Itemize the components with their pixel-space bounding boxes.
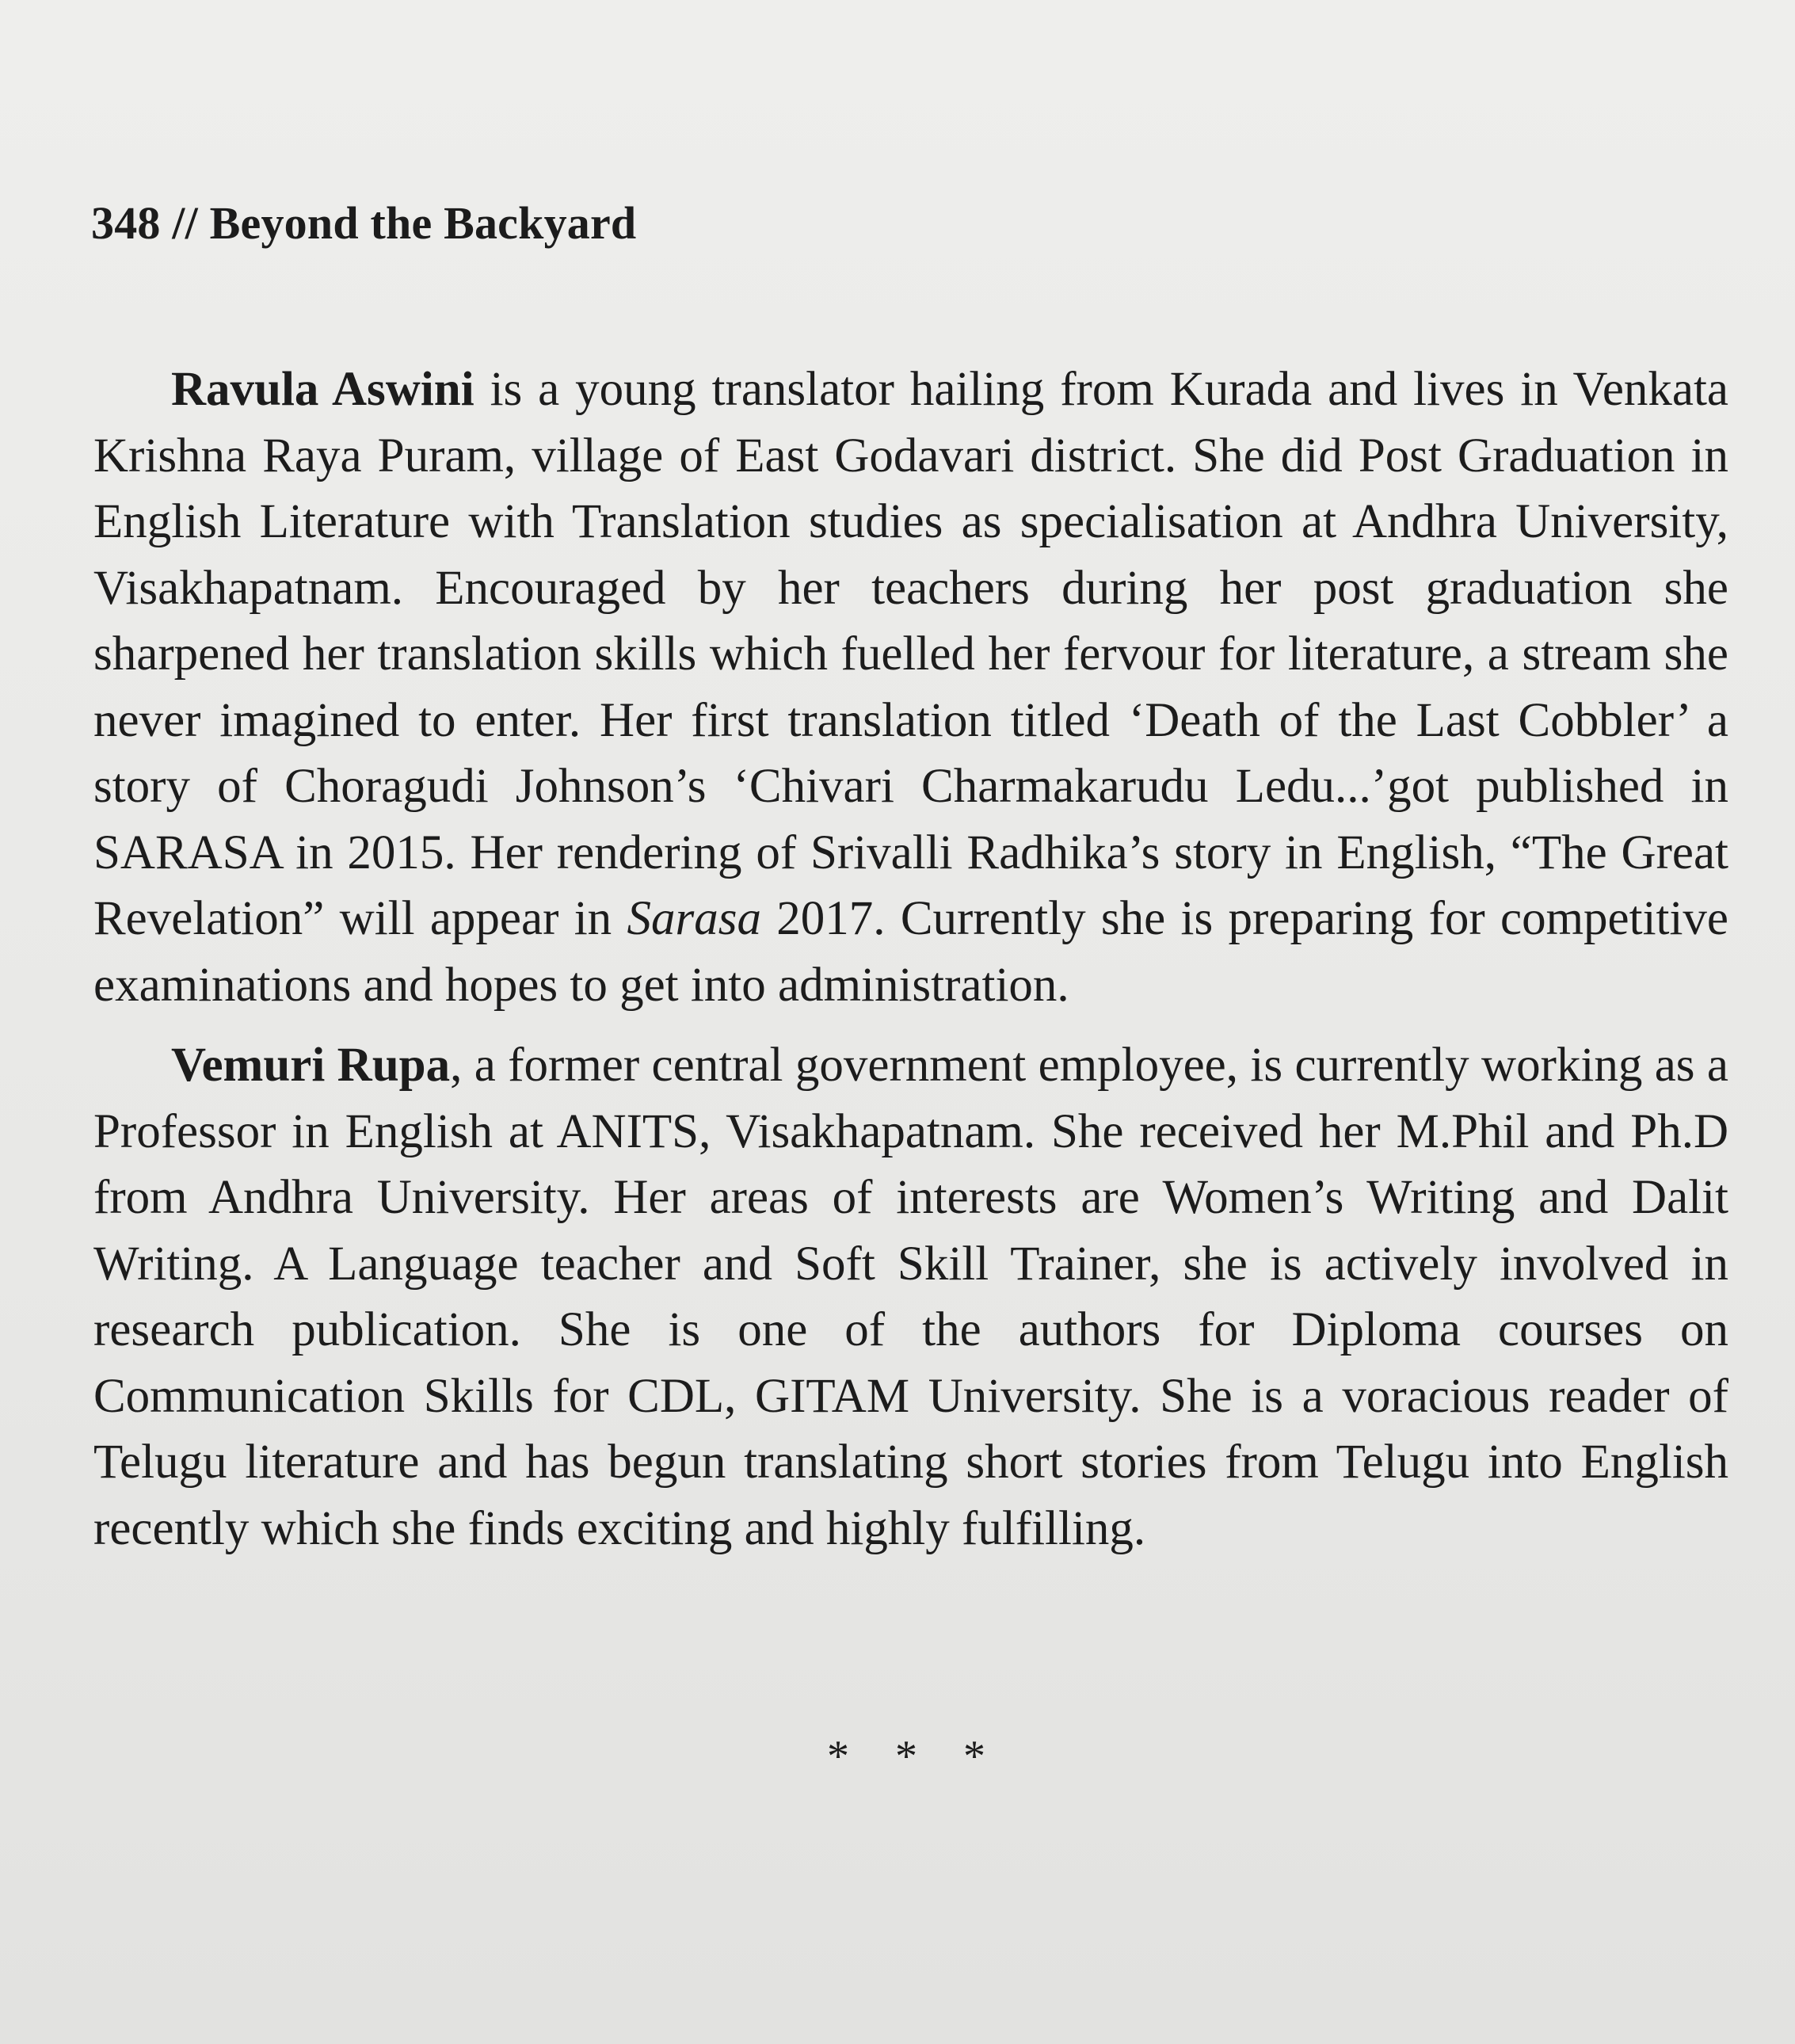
running-head: 348 // Beyond the Backyard [91,197,637,249]
bio-text: , a former central government employee, is currently working as a Professor in English at ANITS, Visakhapatnam. She received her M.Phil and Ph.D from Andhra University. Her areas of interests are Women’s Writing and Dalit Writing. A Language teacher and Soft Skill Trainer, she is actively involved in research publication. She is one of the authors for Diploma courses on Communication Skills for CDL, GITAM University. She is a voracious reader of Telugu literature and has begun translating short stories from Telugu into English recently which she finds exciting and highly fulfilling. [93,1039,1728,1555]
bio-name: Vemuri Rupa [171,1039,451,1092]
bio-italic-title: Sarasa [627,892,761,945]
contributor-bios [93,357,1728,1562]
section-separator: * * * [827,1732,1003,1781]
bio-text-continued: 2017. Currently she is preparing for competitive examinations and hopes to get into administration. [93,892,1728,1012]
bio-paragraph-rupa [93,1032,1728,1562]
bio-name: Ravula Aswini [171,363,474,416]
bio-paragraph-aswini [93,357,1728,1018]
bio-text: is a young translator hailing from Kurada and lives in Venkata Krishna Raya Puram, village of East Godavari district. She did Post Graduation in English Literature with Translation studies as specialisation at Andhra University, Visakhapatnam. Encouraged by her teachers during her post graduation she sharpened her translation skills which fuelled her fervour for literature, a stream she never imagined to enter. Her first translation titled ‘Death of the Last Cobbler’ a story of Choragudi Johnson’s ‘Chivari Charmakarudu Ledu...’got published in SARASA in 2015. Her rendering of Srivalli Radhika’s story in English, “The Great Revelation” will appear in [93,363,1728,945]
